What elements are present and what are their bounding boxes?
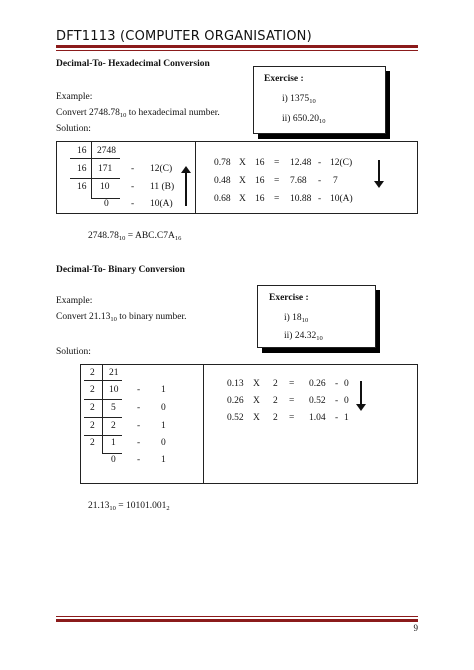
hex-example-label: Example:: [56, 92, 93, 102]
bin-int-base: 2: [90, 403, 95, 413]
hex-division-hline-2: [70, 178, 120, 179]
hex-frac-digit: 10(A): [330, 194, 353, 204]
hex-frac-multiplier: 16: [255, 158, 265, 168]
bin-frac-digit: 1: [344, 413, 349, 423]
hex-frac-multiplier: 16: [255, 176, 265, 186]
hex-frac-digit: 12(C): [330, 158, 353, 168]
bin-result: $21.13_{10} = 10101.001_2$: [88, 501, 170, 512]
bin-frac-multiplier: 2: [273, 396, 278, 406]
hex-frac-dash: -: [318, 194, 322, 204]
hex-frac-times: X: [239, 158, 246, 168]
footer-rule-thin: [56, 616, 418, 617]
bin-frac-multiplicand: 0.13: [227, 379, 244, 389]
hex-frac-multiplier: 16: [255, 194, 265, 204]
bin-frac-digit: 0: [344, 379, 349, 389]
hex-result: $2748.78_{10} = ABC.C7A_{16}$: [88, 231, 182, 242]
bin-int-base: 2: [90, 438, 95, 448]
hex-frac-times: X: [239, 176, 246, 186]
bin-example-label: Example:: [56, 296, 93, 306]
hex-exercise-item-1: i) $1375_{10}$: [282, 94, 316, 105]
hex-int-remainder: 10(A): [150, 199, 173, 209]
hex-frac-digit: 7: [333, 176, 338, 186]
hex-convert-statement: Convert $2748.78_{10}$ to hexadecimal number.: [56, 108, 220, 119]
hex-frac-equals: =: [274, 158, 280, 168]
bin-exercise-title: Exercise :: [269, 293, 309, 303]
bin-exercise-item-2: ii) $24.32_{10}$: [284, 331, 323, 342]
document-header-title: DFT1113 (COMPUTER ORGANISATION): [56, 29, 312, 44]
bin-int-remainder: 0: [161, 438, 166, 448]
hex-int-dash: -: [131, 182, 135, 192]
bin-frac-equals: =: [289, 413, 295, 423]
bin-table-divider: [203, 365, 204, 483]
bin-int-num: 0: [111, 455, 116, 465]
hex-int-num: 10: [100, 182, 110, 192]
bin-frac-result: 1.04: [309, 413, 326, 423]
hex-int-base: 16: [77, 164, 87, 174]
bin-frac-multiplier: 2: [273, 379, 278, 389]
bin-division-hline: [102, 453, 122, 454]
hex-int-remainder: 11 (B): [150, 182, 175, 192]
hex-exercise-title: Exercise :: [264, 74, 304, 84]
arrow-down-icon: [356, 381, 366, 411]
bin-frac-equals: =: [289, 396, 295, 406]
page-number: 9: [413, 623, 418, 633]
hex-frac-row: 0.68: [214, 194, 231, 204]
hex-int-base: 16: [77, 182, 87, 192]
bin-frac-multiplicand: 0.52: [227, 413, 244, 423]
hex-division-hline-1: [70, 158, 120, 159]
bin-int-dash: -: [137, 438, 141, 448]
bin-int-base: 2: [90, 385, 95, 395]
bin-frac-dash: -: [335, 379, 339, 389]
hex-int-dash: -: [131, 164, 135, 174]
hex-int-dash: -: [131, 199, 135, 209]
arrow-up-icon: [181, 166, 191, 206]
bin-frac-multiplicand: 0.26: [227, 396, 244, 406]
hex-section-heading: Decimal-To- Hexadecimal Conversion: [56, 59, 210, 69]
bin-int-num: 21: [109, 368, 119, 378]
bin-division-hline: [84, 399, 122, 400]
hex-exercise-box: [253, 66, 386, 134]
bin-frac-multiplier: 2: [273, 413, 278, 423]
hex-frac-result: 10.88: [290, 194, 312, 204]
bin-division-hline: [84, 380, 122, 381]
hex-solution-table: [56, 141, 418, 214]
hex-int-base: 16: [77, 146, 87, 156]
hex-frac-result: 12.48: [290, 158, 312, 168]
bin-int-num: 5: [111, 403, 116, 413]
bin-frac-times: X: [253, 413, 260, 423]
hex-table-divider: [195, 142, 196, 213]
bin-frac-dash: -: [335, 396, 339, 406]
hex-exercise-item-2: ii) $650.20_{10}$: [282, 114, 326, 125]
hex-frac-dash: -: [318, 158, 322, 168]
bin-int-base: 2: [90, 368, 95, 378]
arrow-down-icon: [374, 160, 384, 188]
hex-frac-dash: -: [318, 176, 322, 186]
bin-frac-dash: -: [335, 413, 339, 423]
bin-int-dash: -: [137, 455, 141, 465]
hex-solution-label: Solution:: [56, 124, 91, 134]
hex-frac-row: 0.48: [214, 176, 231, 186]
hex-int-num: 0: [104, 199, 109, 209]
hex-frac-times: X: [239, 194, 246, 204]
bin-int-base: 2: [90, 421, 95, 431]
bin-int-num: 2: [111, 421, 116, 431]
bin-division-hline: [84, 417, 122, 418]
bin-exercise-item-1: i) $18_{10}$: [284, 313, 309, 324]
footer-rule-thick: [56, 619, 418, 622]
hex-frac-equals: =: [274, 194, 280, 204]
bin-section-heading: Decimal-To- Binary Conversion: [56, 265, 185, 275]
hex-frac-result: 7.68: [290, 176, 307, 186]
bin-frac-times: X: [253, 396, 260, 406]
bin-frac-equals: =: [289, 379, 295, 389]
bin-division-hline: [84, 435, 122, 436]
hex-int-num: 171: [98, 164, 113, 174]
header-rule-thin: [56, 50, 418, 51]
bin-int-num: 10: [109, 385, 119, 395]
hex-frac-equals: =: [274, 176, 280, 186]
bin-convert-statement: Convert $21.13_{10}$ to binary number.: [56, 312, 187, 323]
bin-frac-times: X: [253, 379, 260, 389]
hex-int-num: 2748: [97, 146, 116, 156]
bin-frac-result: 0.26: [309, 379, 326, 389]
bin-frac-result: 0.52: [309, 396, 326, 406]
hex-int-remainder: 12(C): [150, 164, 173, 174]
bin-solution-label: Solution:: [56, 347, 91, 357]
hex-division-vline: [91, 142, 92, 198]
bin-frac-digit: 0: [344, 396, 349, 406]
bin-solution-table: [80, 364, 418, 484]
bin-exercise-box: [257, 285, 376, 348]
bin-int-dash: -: [137, 385, 141, 395]
hex-frac-row: 0.78: [214, 158, 231, 168]
bin-int-remainder: 1: [161, 385, 166, 395]
bin-int-dash: -: [137, 421, 141, 431]
bin-int-remainder: 1: [161, 421, 166, 431]
header-rule-thick: [56, 45, 418, 48]
bin-int-remainder: 0: [161, 403, 166, 413]
bin-division-vline: [102, 365, 103, 453]
bin-int-remainder: 1: [161, 455, 166, 465]
bin-int-num: 1: [111, 438, 116, 448]
bin-int-dash: -: [137, 403, 141, 413]
